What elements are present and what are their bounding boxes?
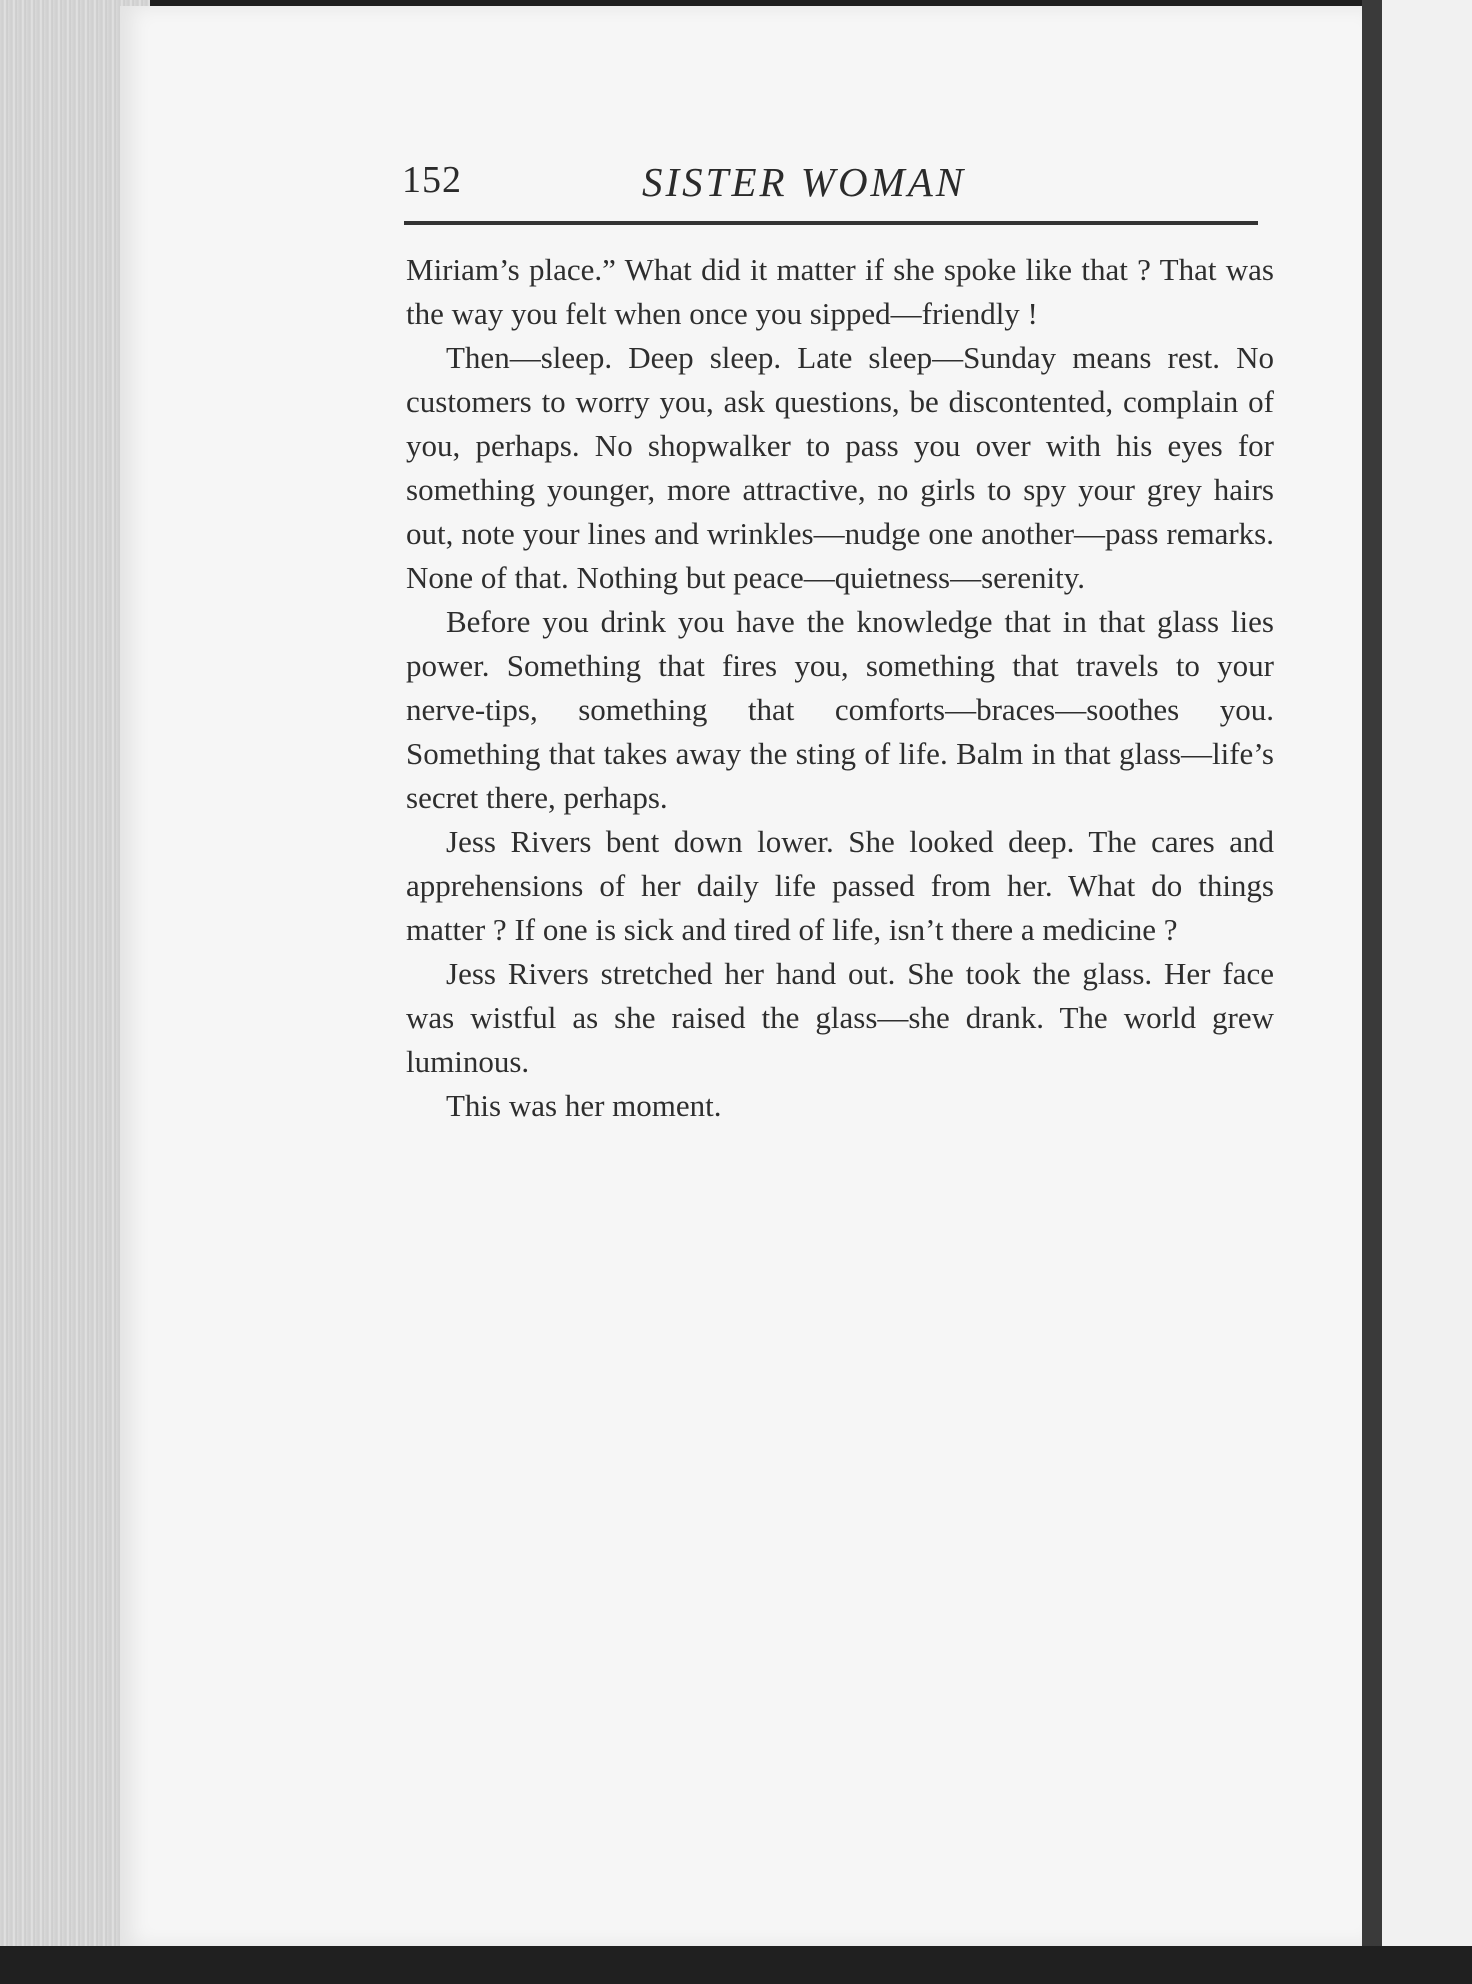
- paragraph: Then—sleep. Deep sleep. Late sleep—Sunday means rest. No customers to worry you, ask questions, be discontented, complain of you, perhaps. No shopwalker to pass you over with his eyes for something younger, more attractive, no girls to spy your grey hairs out, note your lines and wrinkles—nudge one another—pass remarks. None of that. Nothing but peace—quietness—serenity.: [406, 340, 1274, 595]
- paragraph: Before you drink you have the knowledge that in that glass lies power. Something that fires you, something that travels to your nerve-tips, something that comforts—braces—soothes you. Something that takes away the sting of life. Balm in that glass—life’s secret there, perhaps.: [406, 604, 1274, 815]
- paragraph: Jess Rivers stretched her hand out. She took the glass. Her face was wistful as she raised the glass—she drank. The world grew luminous.: [406, 956, 1274, 1079]
- paragraph: Miriam’s place.” What did it matter if she spoke like that ? That was the way you felt when once you sipped—friendly !: [406, 252, 1274, 331]
- page-header: [402, 158, 1260, 208]
- page-number: 152: [402, 159, 462, 201]
- paragraph: Jess Rivers bent down lower. She looked deep. The cares and apprehensions of her daily life passed from her. What do things matter ? If one is sick and tired of life, isn’t there a medicine ?: [406, 824, 1274, 947]
- scan-bottom-border: [0, 1946, 1472, 1984]
- binding-edge: [1362, 0, 1382, 1984]
- paragraph: This was her moment.: [446, 1088, 722, 1123]
- facing-page-edge: [1382, 0, 1472, 1984]
- running-title: SISTER WOMAN: [642, 159, 967, 205]
- header-rule: [404, 221, 1258, 225]
- body-text: [406, 248, 1274, 1128]
